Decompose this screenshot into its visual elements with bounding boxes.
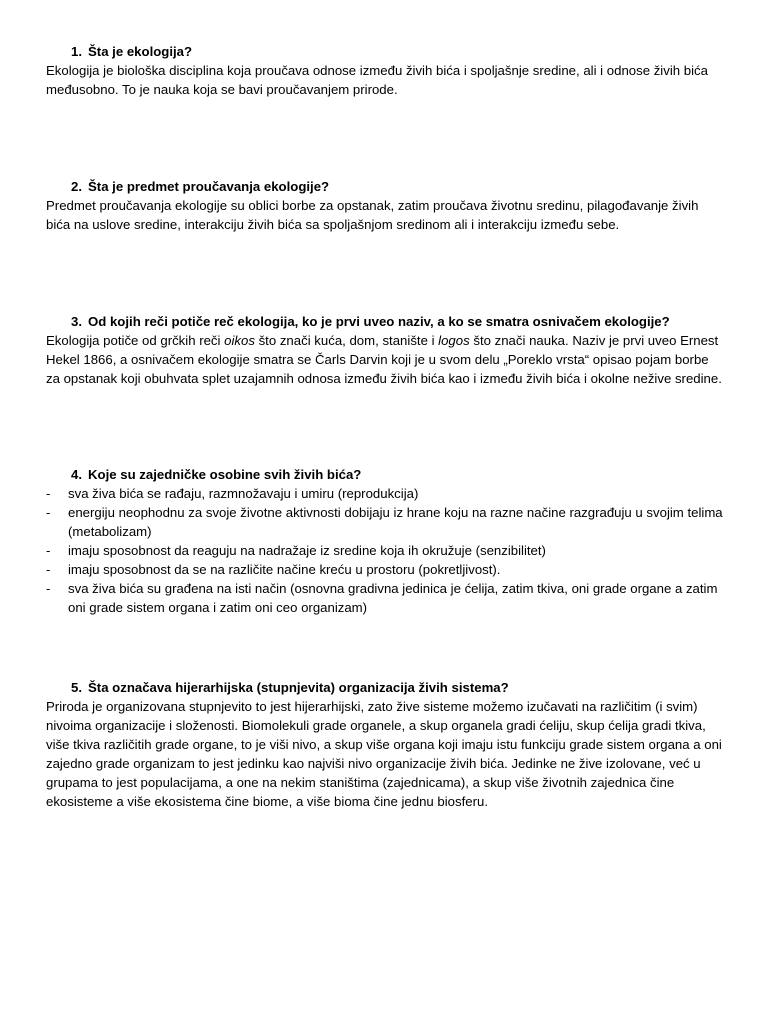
answer-text: što znači kuća, dom, stanište i bbox=[254, 333, 439, 348]
question-heading bbox=[46, 312, 726, 331]
question-heading bbox=[46, 678, 726, 697]
answer-text: što znači nauka. Naziv je prvi uveo Ernest Hekel 1866, a osnivačem ekologije smatra se Čarls Darvin koji je u svom delu „Poreklo vrsta“ opisao pojam borbe za opstanak koji obuhvata splet uzajamnih odnosa između živih bića kao i između živih bića i okolne nežive sredine. bbox=[46, 333, 722, 386]
list-item bbox=[46, 541, 726, 560]
question-heading bbox=[46, 465, 726, 484]
list-item-text: imaju sposobnost da reaguju na nadražaje iz sredine koja ih okružuje (senzibilitet) bbox=[68, 543, 546, 558]
question-heading bbox=[46, 177, 726, 196]
question-number: 1. bbox=[71, 44, 82, 59]
question-number: 5. bbox=[71, 680, 82, 695]
question-number: 4. bbox=[71, 467, 82, 482]
bullet-marker: - bbox=[46, 581, 51, 596]
list-item bbox=[46, 503, 726, 541]
question-text: Šta je predmet proučavanja ekologije? bbox=[88, 179, 330, 194]
section-3 bbox=[46, 312, 726, 388]
question-number: 3. bbox=[71, 314, 82, 329]
bullet-list bbox=[46, 484, 726, 617]
term-logos: logos bbox=[438, 333, 470, 348]
bullet-marker: - bbox=[46, 486, 51, 501]
list-item-text: imaju sposobnost da se na različite načine kreću u prostoru (pokretljivost). bbox=[68, 562, 501, 577]
list-item bbox=[46, 560, 726, 579]
term-oikos: oikos bbox=[224, 333, 255, 348]
question-text: Koje su zajedničke osobine svih živih bića? bbox=[88, 467, 362, 482]
list-item-text: sva živa bića su građena na isti način (osnovna gradivna jedinica je ćelija, zatim tkiva, oni grade organe a zatim oni grade sistem organa i zatim oni ceo organizam) bbox=[68, 581, 718, 615]
answer-text: Ekologija potiče od grčkih reči bbox=[46, 333, 225, 348]
list-item-text: energiju neophodnu za svoje životne aktivnosti dobijaju iz hrane koju na razne načine razgrađuju u svojim telima (metabolizam) bbox=[68, 505, 723, 539]
section-5 bbox=[46, 678, 726, 811]
bullet-marker: - bbox=[46, 562, 51, 577]
section-2 bbox=[46, 177, 726, 234]
answer-paragraph bbox=[46, 331, 726, 388]
bullet-marker: - bbox=[46, 505, 51, 520]
bullet-marker: - bbox=[46, 543, 51, 558]
section-4 bbox=[46, 465, 726, 617]
section-1 bbox=[46, 42, 726, 99]
answer-paragraph: Ekologija je biološka disciplina koja proučava odnose između živih bića i spoljašnje sredine, ali i odnose živih bića međusobno. To je nauka koja se bavi proučavanjem prirode. bbox=[46, 63, 708, 97]
answer-paragraph: Predmet proučavanja ekologije su oblici borbe za opstanak, zatim proučava životnu sredinu, pilagođavanje živih bića na uslove sredine, interakciju živih bića sa spoljašnjom sredinom ali i interakciju između sebe. bbox=[46, 198, 699, 232]
question-text: Šta označava hijerarhijska (stupnjevita) organizacija živih sistema? bbox=[88, 680, 509, 695]
list-item bbox=[46, 484, 726, 503]
list-item bbox=[46, 579, 726, 617]
answer-paragraph: Priroda je organizovana stupnjevito to jest hijerarhijski, zato žive sisteme možemo izučavati na različitim (i svim) nivoima organizacije i složenosti. Biomolekuli grade organele, a skup organela gradi ćeliju, skup ćelija gradi tkiva, više tkiva različitih grade organe, to je viši nivo, a skup više organa koji imaju istu funkciju grade sistem organa a oni zajedno grade organizam to jest jedinku kao najviši nivo organizacije živih bića. Jedinke ne žive izolovane, već u grupama to jest populacijama, a one na nekim staništima (zajednicama), a skup više životnih zajednica čine ekosisteme a više ekosistema čine biome, a više bioma čine jednu biosferu. bbox=[46, 699, 722, 809]
question-heading bbox=[46, 42, 726, 61]
question-text: Šta je ekologija? bbox=[88, 44, 193, 59]
question-text: Od kojih reči potiče reč ekologija, ko je prvi uveo naziv, a ko se smatra osnivačem ekologije? bbox=[88, 314, 670, 329]
question-number: 2. bbox=[71, 179, 82, 194]
list-item-text: sva živa bića se rađaju, razmnožavaju i umiru (reprodukcija) bbox=[68, 486, 419, 501]
